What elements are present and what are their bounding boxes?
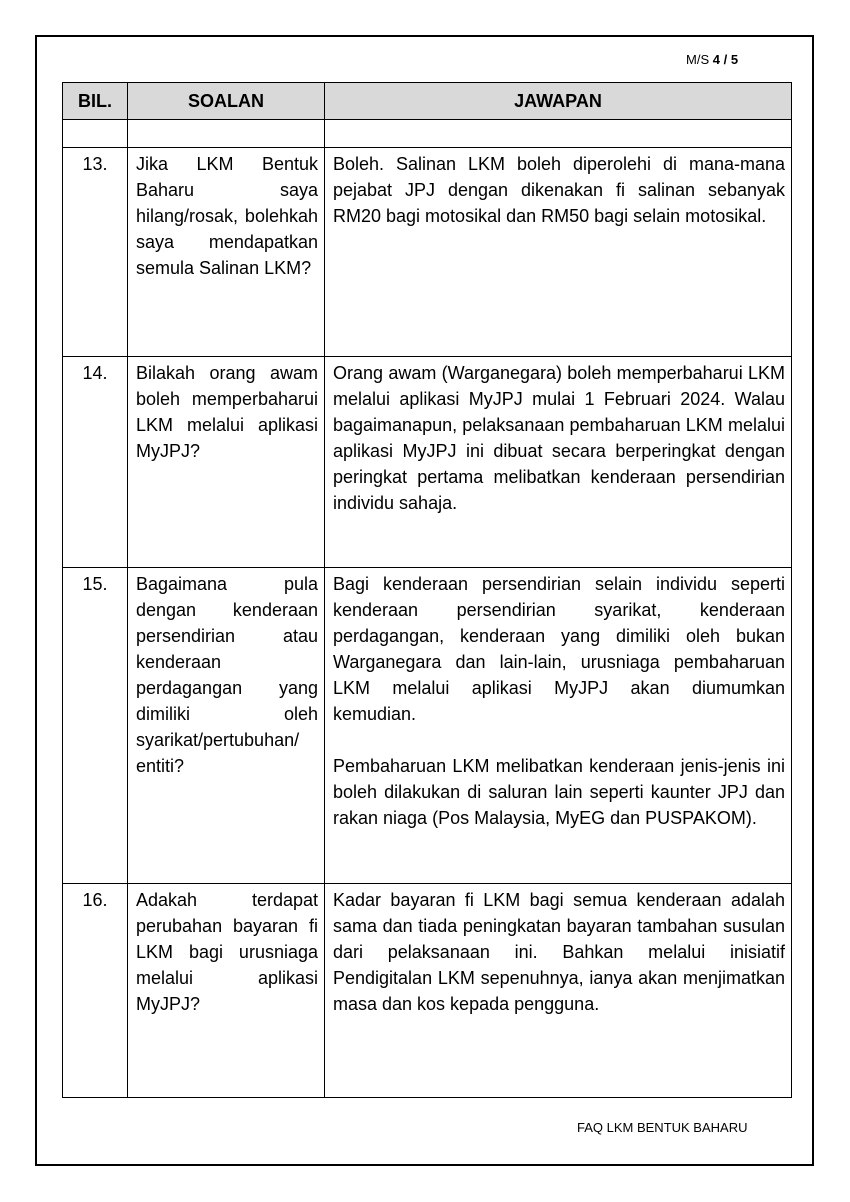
answer-paragraph: Pembaharuan LKM melibatkan kenderaan jenis-jenis ini boleh dilakukan di saluran lain seperti kaunter JPJ dan rakan niaga (Pos Malaysia, MyEG dan PUSPAKOM). bbox=[333, 756, 785, 828]
table-row bbox=[63, 568, 792, 884]
question-cell: Adakah terdapat perubahan bayaran fi LKM bagi urusniaga melalui aplikasi MyJPJ? bbox=[128, 884, 325, 1098]
answer-cell bbox=[325, 357, 792, 568]
row-number: 14. bbox=[63, 357, 128, 568]
empty-row bbox=[63, 120, 792, 148]
table-row bbox=[63, 148, 792, 357]
header-jawapan: JAWAPAN bbox=[325, 83, 792, 120]
page-number-total: 5 bbox=[730, 52, 739, 67]
page-number bbox=[686, 52, 738, 67]
answer-paragraph: Kadar bayaran fi LKM bagi semua kenderaan adalah sama dan tiada peningkatan bayaran tambahan susulan dari pelaksanaan ini. Bahkan melalui inisiatif Pendigitalan LKM sepenuhnya, ianya akan menjimatkan masa dan kos kepada pengguna. bbox=[333, 890, 785, 1014]
question-cell: Bilakah orang awam boleh memperbaharui LKM melalui aplikasi MyJPJ? bbox=[128, 357, 325, 568]
page-number-separator: / bbox=[723, 52, 728, 67]
empty-cell bbox=[325, 120, 792, 148]
answer-cell bbox=[325, 568, 792, 884]
row-number: 16. bbox=[63, 884, 128, 1098]
faq-table bbox=[62, 82, 792, 1098]
empty-cell bbox=[63, 120, 128, 148]
header-soalan: SOALAN bbox=[128, 83, 325, 120]
footer-title: FAQ LKM BENTUK BAHARU bbox=[577, 1120, 748, 1135]
table-header-row bbox=[63, 83, 792, 120]
table-row bbox=[63, 884, 792, 1098]
answer-paragraph: Orang awam (Warganegara) boleh memperbaharui LKM melalui aplikasi MyJPJ mulai 1 Februari 2024. Walau bagaimanapun, pelaksanaan pembaharuan LKM melalui aplikasi MyJPJ ini dibuat secara berperingkat dengan peringkat pertama melibatkan kenderaan persendirian individu sahaja. bbox=[333, 363, 785, 513]
row-number: 15. bbox=[63, 568, 128, 884]
answer-paragraph: Boleh. Salinan LKM boleh diperolehi di mana-mana pejabat JPJ dengan dikenakan fi salinan sebanyak RM20 bagi motosikal dan RM50 bagi selain motosikal. bbox=[333, 154, 785, 226]
empty-cell bbox=[128, 120, 325, 148]
page-number-prefix: M/S bbox=[686, 52, 710, 67]
table-row bbox=[63, 357, 792, 568]
answer-cell bbox=[325, 884, 792, 1098]
question-cell: Jika LKM Bentuk Baharu saya hilang/rosak, bolehkah saya mendapatkan semula Salinan LKM? bbox=[128, 148, 325, 357]
page-number-current: 4 bbox=[712, 52, 720, 67]
row-number: 13. bbox=[63, 148, 128, 357]
question-cell: Bagaimana pula dengan kenderaan persendirian atau kenderaan perdagangan yang dimiliki oleh syarikat/pertubuhan/ entiti? bbox=[128, 568, 325, 884]
answer-cell bbox=[325, 148, 792, 357]
answer-paragraph: Bagi kenderaan persendirian selain individu seperti kenderaan persendirian syarikat, kenderaan perdagangan, kenderaan yang dimiliki oleh bukan Warganegara dan lain-lain, urusniaga pembaharuan LKM melalui aplikasi MyJPJ akan diumumkan kemudian. bbox=[333, 574, 785, 724]
header-bil: BIL. bbox=[63, 83, 128, 120]
